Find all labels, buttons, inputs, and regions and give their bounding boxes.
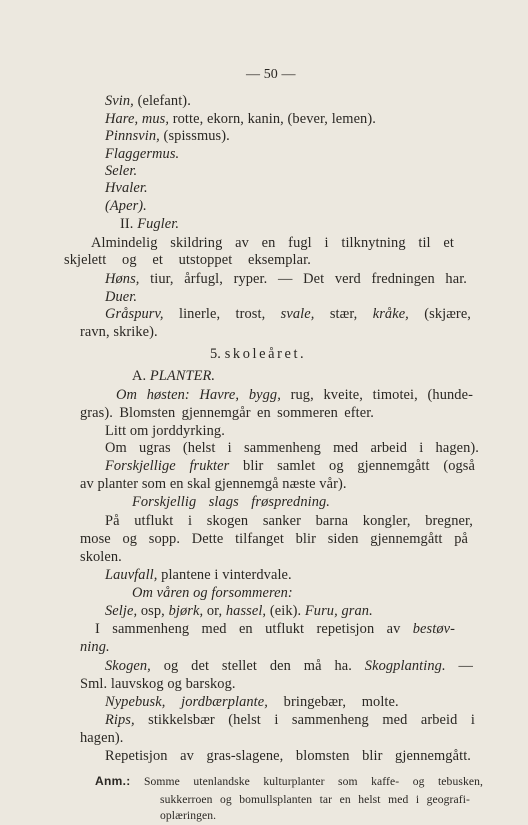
text-line — [105, 603, 373, 619]
text-span: Seler. — [105, 163, 138, 179]
text-line — [105, 658, 473, 674]
text-span: ravn, skrike). — [80, 324, 158, 340]
text-span: Om høsten: — [116, 387, 190, 403]
text-span: Forskjellig slags frøspredning. — [132, 494, 330, 510]
text-line — [105, 694, 399, 710]
text-span: I sammenheng med en utflukt repetisjon av — [95, 621, 413, 637]
text-line — [105, 440, 479, 456]
text-span: mose og sopp. Dette tilfanget blir siden gjennemgått på — [80, 531, 468, 547]
text-line — [80, 639, 110, 655]
text-span: Nypebusk, jordbærplante, — [105, 694, 268, 710]
text-span: or, — [203, 603, 226, 619]
text-line — [80, 531, 468, 547]
text-span: 5. — [210, 346, 225, 362]
text-line — [80, 676, 236, 692]
text-span: hagen). — [80, 730, 124, 746]
text-span: Gråspurv, — [105, 306, 164, 322]
text-span: plantene i vinterdvale. — [157, 567, 292, 583]
text-span: kråke, — [372, 306, 409, 322]
text-line — [64, 252, 311, 268]
text-span: Repetisjon av gras-slagene, blomsten blir gjennemgått. — [105, 748, 471, 764]
text-line — [80, 324, 158, 340]
text-span: PLANTER. — [149, 368, 216, 384]
text-line — [160, 791, 470, 808]
text-span: hassel, — [225, 603, 267, 619]
text-line — [105, 423, 225, 439]
text-line — [105, 146, 179, 162]
text-line — [91, 235, 454, 251]
text-span: rotte, ekorn, kanin, (bever, lemen). — [169, 111, 376, 127]
text-span: A. — [132, 368, 150, 384]
text-span: skjelett og et utstoppet eksemplar. — [64, 252, 311, 268]
text-span: Forskjellige frukter — [105, 458, 230, 474]
text-span: rug, kveite, timotei, (hunde- — [280, 387, 473, 403]
text-span: Hare, mus, — [105, 111, 170, 127]
text-span: (eik). — [266, 603, 305, 619]
text-line — [105, 111, 376, 127]
text-line — [105, 458, 475, 474]
text-line — [105, 289, 137, 305]
text-span: tiur, årfugl, ryper. — Det verd fredningen har. — [139, 271, 467, 287]
text-span: Svin, — [105, 93, 134, 109]
text-line — [105, 748, 471, 764]
text-line — [116, 387, 473, 403]
text-line — [80, 405, 374, 421]
text-line — [160, 807, 216, 824]
text-line — [80, 549, 122, 565]
text-span: Pinnsvin, — [105, 128, 160, 144]
text-line — [95, 621, 455, 637]
text-span: stikkelsbær (helst i sammenheng med arbeid i — [134, 712, 475, 728]
text-line — [80, 476, 347, 492]
text-line — [80, 730, 123, 746]
text-span: Om våren og forsommeren: — [132, 585, 293, 601]
text-span: Furu, gran. — [304, 603, 373, 619]
text-span: Rips, — [105, 712, 135, 728]
text-span: Skogplanting. — [364, 658, 446, 674]
text-span: ning. — [80, 639, 110, 655]
text-span: skolen. — [80, 549, 122, 565]
text-span: Havre, bygg, — [199, 387, 281, 403]
text-line — [132, 494, 330, 510]
text-span: Almindelig skildring av en fugl i tilknytning til et — [91, 235, 454, 251]
text-line — [105, 93, 191, 109]
text-span: Sml. lauvskog og barskog. — [80, 676, 236, 692]
text-span: — — [445, 658, 473, 674]
text-span: bjørk, — [168, 603, 204, 619]
text-line — [105, 180, 148, 196]
text-span: (Aper). — [105, 198, 147, 214]
text-span: Duer. — [105, 289, 138, 305]
text-span: Hvaler. — [105, 180, 148, 196]
text-span: bringebær, molte. — [267, 694, 399, 710]
text-span: oplæringen. — [160, 809, 217, 822]
text-span: Fugler. — [137, 216, 180, 232]
text-span: II. — [120, 216, 138, 232]
text-span: (skjære, — [408, 306, 472, 322]
text-span: gras). Blomsten gjennemgår en sommeren efter. — [80, 405, 374, 421]
page-number: — 50 — — [246, 67, 296, 82]
text-span: På utflukt i skogen sanker barna kongler, bregner, — [105, 513, 473, 529]
text-span: av planter som en skal gjennemgå næste vår). — [80, 476, 347, 492]
text-span: bestøv- — [412, 621, 455, 637]
text-span: Skogen, — [105, 658, 151, 674]
text-span: linerle, trost, — [163, 306, 281, 322]
text-span: svale, — [280, 306, 315, 322]
text-span: Flaggermus. — [105, 146, 180, 162]
text-span: Om ugras (helst i sammenheng med arbeid i hagen). — [105, 440, 479, 456]
note-label: Anm.: — [95, 774, 131, 788]
text-span: blir samlet og gjennemgått (også — [229, 458, 475, 474]
text-span: Somme utenlandske kulturplanter som kaffe- og tebusken, — [130, 775, 483, 788]
text-span: sukkerroen og bomullsplanten tar en helst med i geografi- — [160, 793, 470, 806]
text-line — [132, 585, 293, 601]
text-span: Lauvfall, — [105, 567, 158, 583]
text-line — [105, 128, 230, 144]
text-line — [105, 271, 467, 287]
text-line — [105, 163, 137, 179]
text-span: Selje, — [105, 603, 138, 619]
text-span: (elefant). — [133, 93, 191, 109]
text-span: osp, — [137, 603, 169, 619]
text-line — [120, 216, 179, 232]
text-span: skoleåret. — [224, 346, 307, 362]
text-line — [105, 567, 292, 583]
text-span: stær, — [314, 306, 373, 322]
text-span: Høns, — [105, 271, 140, 287]
text-line — [210, 346, 306, 362]
text-line — [105, 513, 473, 529]
text-line — [105, 198, 147, 214]
text-span: og det stellet den må ha. — [150, 658, 365, 674]
text-line — [132, 368, 215, 384]
text-span: (spissmus). — [159, 128, 230, 144]
text-line — [95, 773, 483, 790]
text-line — [105, 712, 475, 728]
text-line — [105, 306, 471, 322]
text-span: Litt om jorddyrking. — [105, 423, 225, 439]
